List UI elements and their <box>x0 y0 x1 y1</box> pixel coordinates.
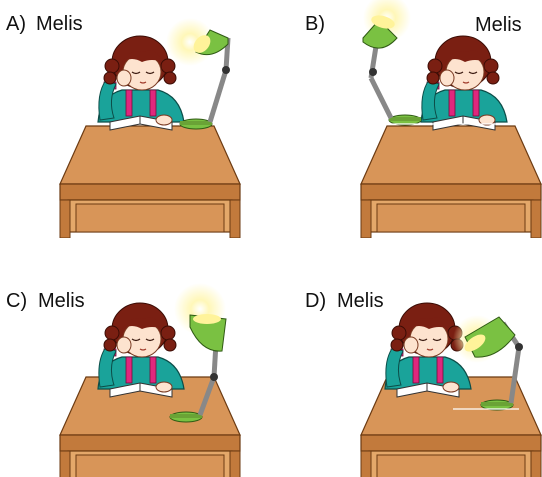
option-c-illustration <box>0 239 271 477</box>
option-b-panel[interactable] <box>271 0 542 238</box>
girl-reading-icon <box>421 36 507 130</box>
option-d-letter: D) <box>305 290 327 312</box>
option-a-letter: A) <box>6 13 26 35</box>
option-a-illustration <box>0 0 271 238</box>
option-c-name: Melis <box>38 290 85 312</box>
desk-icon <box>361 126 541 238</box>
option-b-letter: B) <box>305 13 325 35</box>
option-d-panel[interactable] <box>271 239 542 477</box>
desk-icon <box>60 126 240 238</box>
option-a-panel[interactable] <box>0 0 271 238</box>
option-b-name: Melis <box>475 14 522 36</box>
girl-reading-icon <box>98 303 184 397</box>
option-a-name: Melis <box>36 13 83 35</box>
option-d-name: Melis <box>337 290 384 312</box>
option-c-panel[interactable] <box>0 239 271 477</box>
option-c-letter: C) <box>6 290 28 312</box>
option-d-illustration <box>271 239 542 477</box>
